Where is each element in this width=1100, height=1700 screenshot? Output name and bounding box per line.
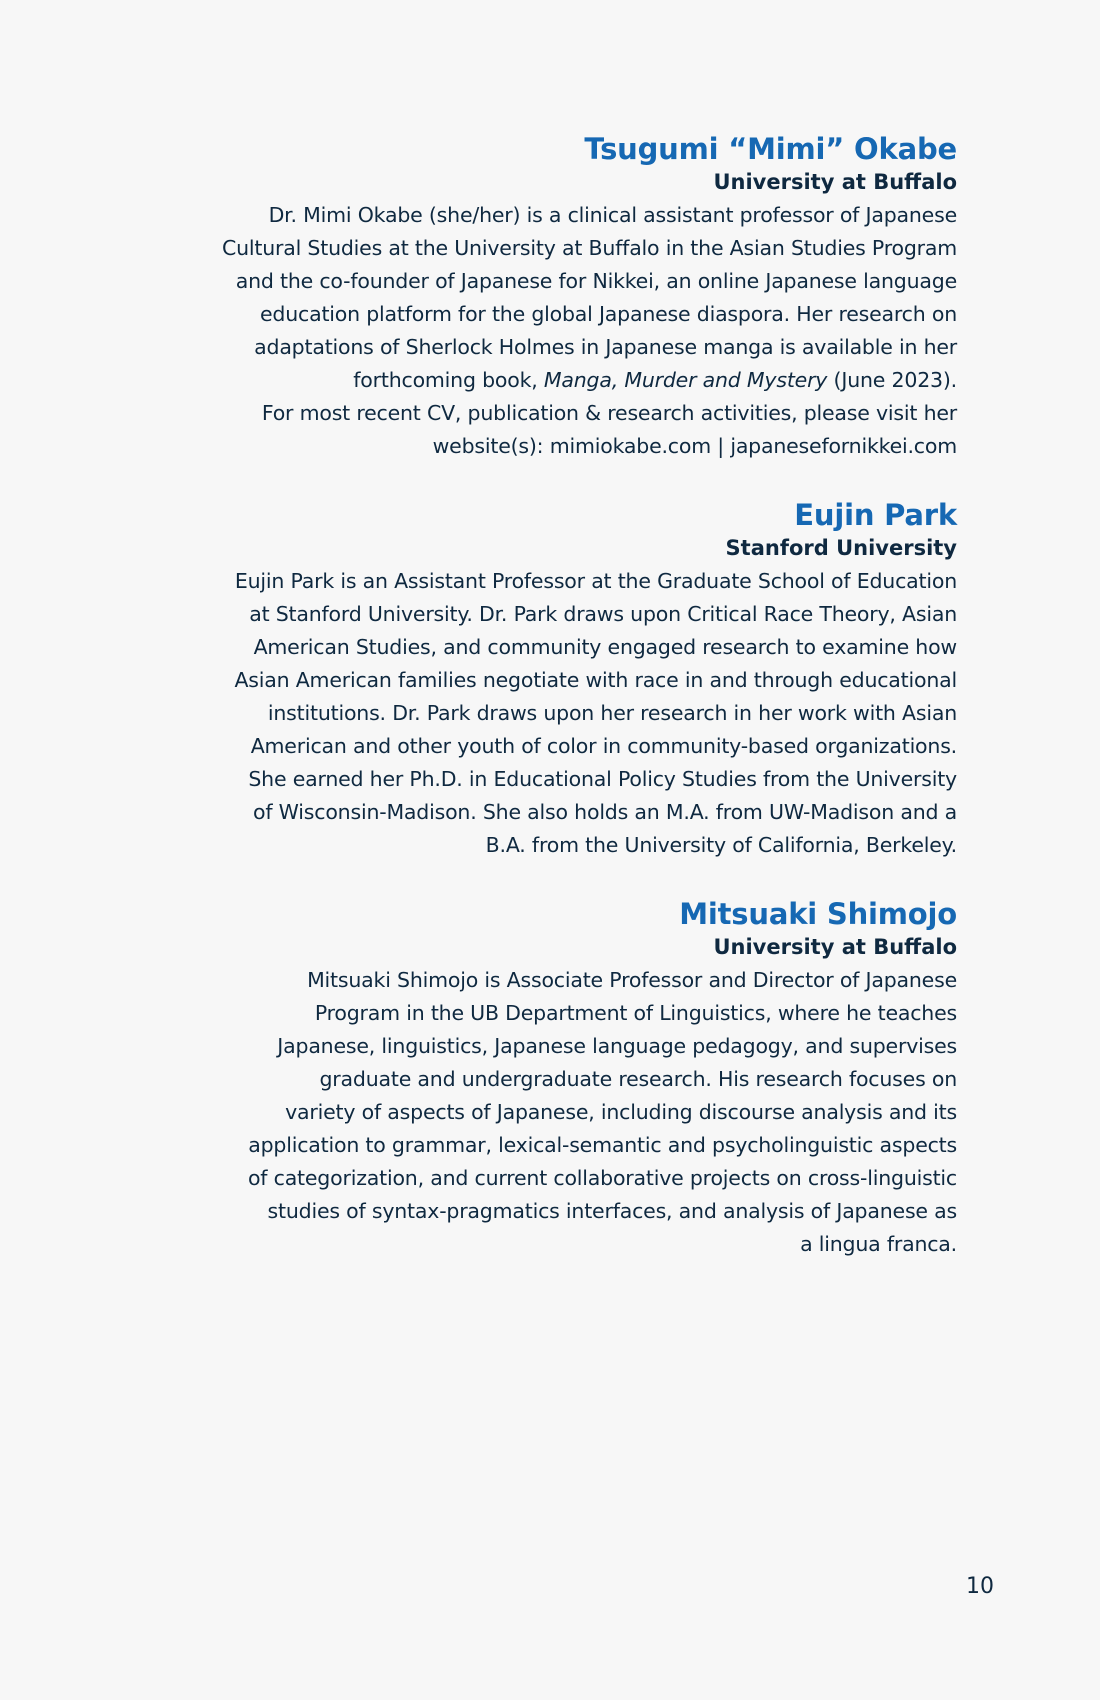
bio-line: of categorization, and current collaborative projects on cross-linguistic [247,1166,957,1190]
bio-line: B.A. from the University of California, Berkeley. [485,833,957,857]
book-line-prefix: forthcoming book, [353,368,544,392]
bio-line: of Wisconsin-Madison. She also holds an M.A. from UW-Madison and a [253,800,957,824]
bio-line: American Studies, and community engaged research to examine how [253,635,957,659]
book-title: Manga, Murder and Mystery [543,368,828,392]
bio-name: Eujin Park [794,498,957,532]
book-line-suffix: (June 2023). [827,368,957,392]
bio-line: at Stanford University. Dr. Park draws upon Critical Race Theory, Asian [249,602,957,626]
bio-line: Dr. Mimi Okabe (she/her) is a clinical assistant professor of Japanese [268,203,957,227]
bio-line-cv: For most recent CV, publication & research activities, please visit her [261,401,957,425]
bio-line: graduate and undergraduate research. His research focuses on [319,1067,957,1091]
bio-affiliation: University at Buffalo [713,935,957,959]
bio-line: Program in the UB Department of Linguistics, where he teaches [314,1001,957,1025]
bio-line: Eujin Park is an Assistant Professor at the Graduate School of Education [234,569,957,593]
bio-line: institutions. Dr. Park draws upon her research in her work with Asian [267,701,957,725]
bios-container [97,131,957,1295]
bio-line: a lingua franca. [800,1232,957,1256]
bio-text [97,565,957,862]
bio-text [97,199,957,463]
bio-line: Mitsuaki Shimojo is Associate Professor and Director of Japanese [307,968,957,992]
bio-text [97,964,957,1261]
bio-shimojo [97,896,957,1261]
bio-name: Mitsuaki Shimojo [679,897,957,931]
bio-line: application to grammar, lexical-semantic and psycholinguistic aspects [248,1133,957,1157]
bio-affiliation: Stanford University [725,536,957,560]
bio-line: Japanese, linguistics, Japanese language pedagogy, and supervises [277,1034,957,1058]
bio-park [97,497,957,862]
bio-line: studies of syntax-pragmatics interfaces, and analysis of Japanese as [267,1199,957,1223]
bio-okabe [97,131,957,463]
bio-line-book [97,364,957,397]
bio-line: Asian American families negotiate with race in and through educational [234,668,957,692]
bio-line: and the co-founder of Japanese for Nikkei, an online Japanese language [235,269,957,293]
bio-line-websites: website(s): mimiokabe.com | japanesefornikkei.com [432,434,957,458]
bio-line: variety of aspects of Japanese, including discourse analysis and its [285,1100,957,1124]
bio-line: adaptations of Sherlock Holmes in Japanese manga is available in her [254,335,957,359]
bio-line: Cultural Studies at the University at Buffalo in the Asian Studies Program [221,236,957,260]
bio-line: American and other youth of color in community-based organizations. [250,734,957,758]
page-number: 10 [966,1574,994,1599]
bio-line: education platform for the global Japanese diaspora. Her research on [260,302,957,326]
bio-line: She earned her Ph.D. in Educational Policy Studies from the University [248,767,957,791]
bio-affiliation: University at Buffalo [713,170,957,194]
bio-name: Tsugumi “Mimi” Okabe [584,132,957,166]
